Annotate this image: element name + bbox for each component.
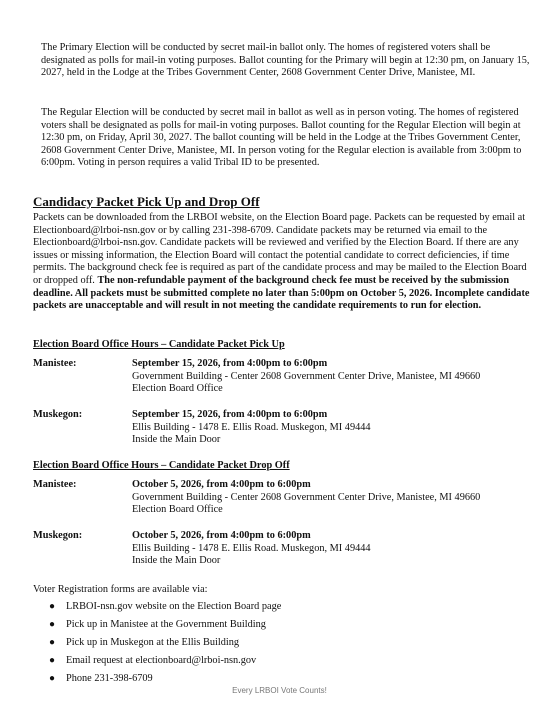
dropoff-heading: Election Board Office Hours – Candidate Packet Drop Off xyxy=(33,460,290,471)
list-item-text: Pick up in Manistee at the Government Building xyxy=(66,619,266,630)
candidacy-body-bold: The non-refundable payment of the background check fee must be received by the submission deadline. All packets must be submitted complete no later than 5:00pm on October 5, 2026. Incomplete candidate packets are unacceptable and will result in not meeting the candidate requirements to run for election. xyxy=(33,274,530,312)
list-item xyxy=(33,616,281,634)
bullet-icon: ● xyxy=(49,601,56,612)
candidacy-heading: Candidacy Packet Pick Up and Drop Off xyxy=(33,194,260,209)
bullet-icon: ● xyxy=(49,673,56,684)
list-item-text: Email request at electionboard@lrboi-nsn.gov xyxy=(66,655,257,666)
dropoff-muskegon-detail xyxy=(132,530,532,568)
dropoff-muskegon-door: Inside the Main Door xyxy=(132,555,221,567)
list-item xyxy=(33,598,281,616)
regular-election-paragraph: The Regular Election will be conducted by secret mail in ballot as well as in person voting. The homes of registered voters shall be designated as polls for mail-in voting purposes. Ballot counting for the Regular Election will begin at 12:30 pm, on Friday, April 30, 2027. The ballot counting will be held in the Lodge at the Tribes Government Center, 2608 Government Center Drive, Manistee, MI. In person voting for the Regular election is available from 3:00pm to 6:00pm. Voting in person requires a valid Tribal ID to be presented. xyxy=(41,107,522,169)
pickup-muskegon-address: Ellis Building - 1478 E. Ellis Road. Muskegon, MI 49444 xyxy=(132,421,371,433)
dropoff-muskegon-date: October 5, 2026, from 4:00pm to 6:00pm xyxy=(132,530,311,541)
voter-registration-intro: Voter Registration forms are available via: xyxy=(33,584,208,595)
dropoff-muskegon-label: Muskegon: xyxy=(33,530,83,541)
dropoff-manistee-detail xyxy=(132,479,532,517)
list-item xyxy=(33,652,281,670)
dropoff-manistee-address: Government Building - Center 2608 Government Center Drive, Manistee, MI 49660 xyxy=(132,491,481,503)
list-item-text: Phone 231-398-6709 xyxy=(66,673,153,684)
pickup-muskegon-label: Muskegon: xyxy=(33,409,83,420)
candidacy-body-text: Packets can be downloaded from the LRBOI website, on the Election Board page. Packets can be requested by email at Electionboard@lrboi-nsn.gov or by calling 231-398-6709. Candidate packets may be returned via email to the Electionboard@lrboi-nsn.gov. Candidate packets will be reviewed and verified by the Election Board. If there are any issues or missing information, the Election Board will contact the potential candidate to correct deficiencies, if time permits. The background check fee is required as part of the candidate process and may be mailed to the Election Board or dropped off. xyxy=(33,212,527,286)
bullet-icon: ● xyxy=(49,619,56,630)
pickup-manistee-office: Election Board Office xyxy=(132,383,223,395)
dropoff-manistee-label: Manistee: xyxy=(33,479,77,490)
pickup-manistee-address: Government Building - Center 2608 Government Center Drive, Manistee, MI 49660 xyxy=(132,370,481,382)
list-item xyxy=(33,634,281,652)
pickup-manistee-detail xyxy=(132,358,532,396)
voter-registration-list xyxy=(33,598,281,688)
list-item-text: Pick up in Muskegon at the Ellis Building xyxy=(66,637,240,648)
bullet-icon: ● xyxy=(49,655,56,666)
dropoff-manistee-office: Election Board Office xyxy=(132,504,223,516)
pickup-muskegon-date: September 15, 2026, from 4:00pm to 6:00pm xyxy=(132,409,328,420)
pickup-manistee-label: Manistee: xyxy=(33,358,77,369)
dropoff-muskegon-address: Ellis Building - 1478 E. Ellis Road. Muskegon, MI 49444 xyxy=(132,542,371,554)
pickup-muskegon-door: Inside the Main Door xyxy=(132,434,221,446)
dropoff-manistee-date: October 5, 2026, from 4:00pm to 6:00pm xyxy=(132,479,311,490)
bullet-icon: ● xyxy=(49,637,56,648)
footer-tagline: Every LRBOI Vote Counts! xyxy=(232,686,327,695)
candidacy-body xyxy=(33,212,533,313)
primary-election-paragraph: The Primary Election will be conducted by secret mail-in ballot only. The homes of registered voters shall be designated as polls for mail-in voting purposes. Ballot counting for the Primary will begin at 12:30 pm, on January 15, 2027, held in the Lodge at the Tribes Government Center, 2608 Government Center Drive, Manistee, MI. xyxy=(41,42,530,79)
pickup-muskegon-detail xyxy=(132,409,532,447)
pickup-heading: Election Board Office Hours – Candidate Packet Pick Up xyxy=(33,339,285,350)
list-item-text: LRBOI-nsn.gov website on the Election Board page xyxy=(66,601,282,612)
pickup-manistee-date: September 15, 2026, from 4:00pm to 6:00pm xyxy=(132,358,328,369)
